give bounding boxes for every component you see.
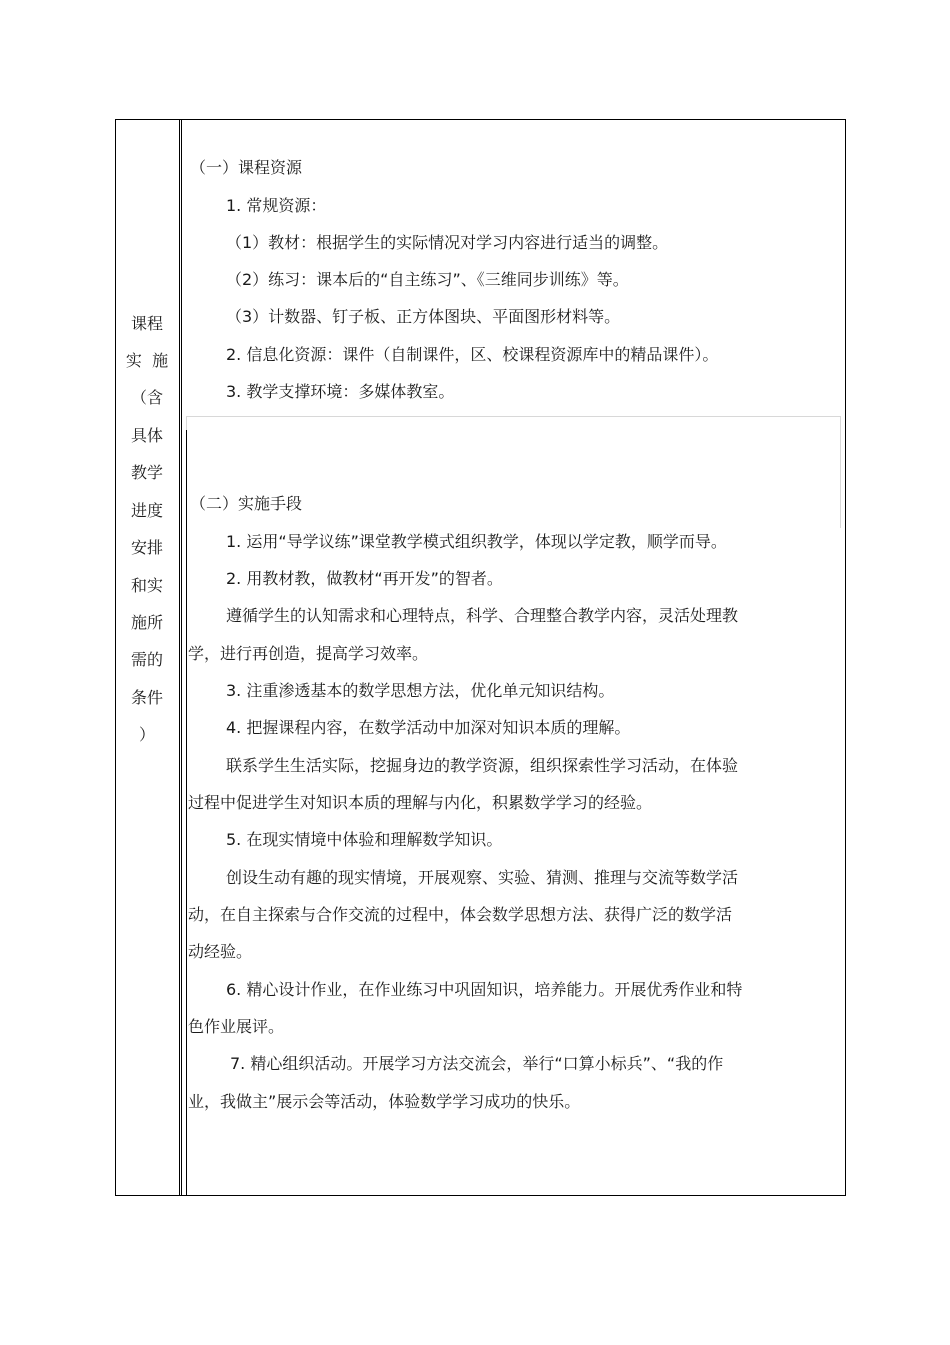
method-item-3: 3. 注重渗透基本的数学思想方法，优化单元知识结构。 <box>226 681 615 700</box>
label-line-10: 需的 <box>130 650 163 669</box>
label-line-9: 施所 <box>130 613 163 632</box>
method-item-5-desc-3: 动经验。 <box>188 942 253 961</box>
method-item-2-desc-2: 学，进行再创造，提高学习效率。 <box>188 644 429 663</box>
resource-item-1c: （3）计数器、钉子板、正方体图块、平面图形材料等。 <box>226 307 621 326</box>
label-line-2: 实 施 <box>125 351 169 370</box>
resource-item-1: 1. 常规资源： <box>226 196 327 215</box>
content-inner-line <box>186 430 187 1196</box>
method-item-5-desc-1: 创设生动有趣的现实情境，开展观察、实验、猜测、推理与交流等数学活 <box>226 868 739 887</box>
method-item-5: 5. 在现实情境中体验和理解数学知识。 <box>226 830 503 849</box>
label-line-8: 和实 <box>130 576 163 595</box>
label-line-1: 课程 <box>130 314 163 333</box>
resource-item-3: 3. 教学支撑环境：多媒体教室。 <box>226 382 455 401</box>
method-item-6-line-1: 6. 精心设计作业，在作业练习中巩固知识，培养能力。开展优秀作业和特 <box>226 980 743 999</box>
method-item-2: 2. 用教材教，做教材“再开发”的智者。 <box>226 569 503 588</box>
resource-item-1b: （2）练习：课本后的“自主练习”、《三维同步训练》等。 <box>226 270 629 289</box>
label-line-6: 进度 <box>130 501 163 520</box>
method-item-2-desc-1: 遵循学生的认知需求和心理特点，科学、合理整合教学内容，灵活处理教 <box>226 606 739 625</box>
method-item-1: 1. 运用“导学议练”课堂教学模式组织教学，体现以学定教，顺学而导。 <box>226 532 727 551</box>
resource-item-2: 2. 信息化资源：课件（自制课件，区、校课程资源库中的精品课件）。 <box>226 345 719 364</box>
label-line-3: （含 <box>130 388 163 407</box>
section-title-resources: （一）课程资源 <box>190 158 303 177</box>
label-line-11: 条件 <box>130 688 163 707</box>
method-item-4: 4. 把握课程内容，在数学活动中加深对知识本质的理解。 <box>226 718 631 737</box>
resource-item-1a: （1）教材：根据学生的实际情况对学习内容进行适当的调整。 <box>226 233 669 252</box>
method-item-7-line-1: 7. 精心组织活动。开展学习方法交流会，举行“口算小标兵”、“我的作 <box>230 1054 724 1073</box>
section-title-methods: （二）实施手段 <box>190 494 303 513</box>
label-line-7: 安排 <box>130 538 163 557</box>
label-line-5: 教学 <box>130 463 163 482</box>
method-item-4-desc-2: 过程中促进学生对知识本质的理解与内化，积累数学学习的经验。 <box>188 793 653 812</box>
method-item-4-desc-1: 联系学生生活实际，挖掘身边的教学资源，组织探索性学习活动，在体验 <box>226 756 739 775</box>
label-line-4: 具体 <box>130 426 163 445</box>
label-line-12: ） <box>138 725 155 744</box>
method-item-5-desc-2: 动，在自主探索与合作交流的过程中，体会数学思想方法、获得广泛的数学活 <box>188 905 733 924</box>
method-item-6-line-2: 色作业展评。 <box>188 1017 285 1036</box>
method-item-7-line-2: 业，我做主”展示会等活动，体验数学学习成功的快乐。 <box>188 1092 581 1111</box>
column-divider <box>179 119 182 1196</box>
